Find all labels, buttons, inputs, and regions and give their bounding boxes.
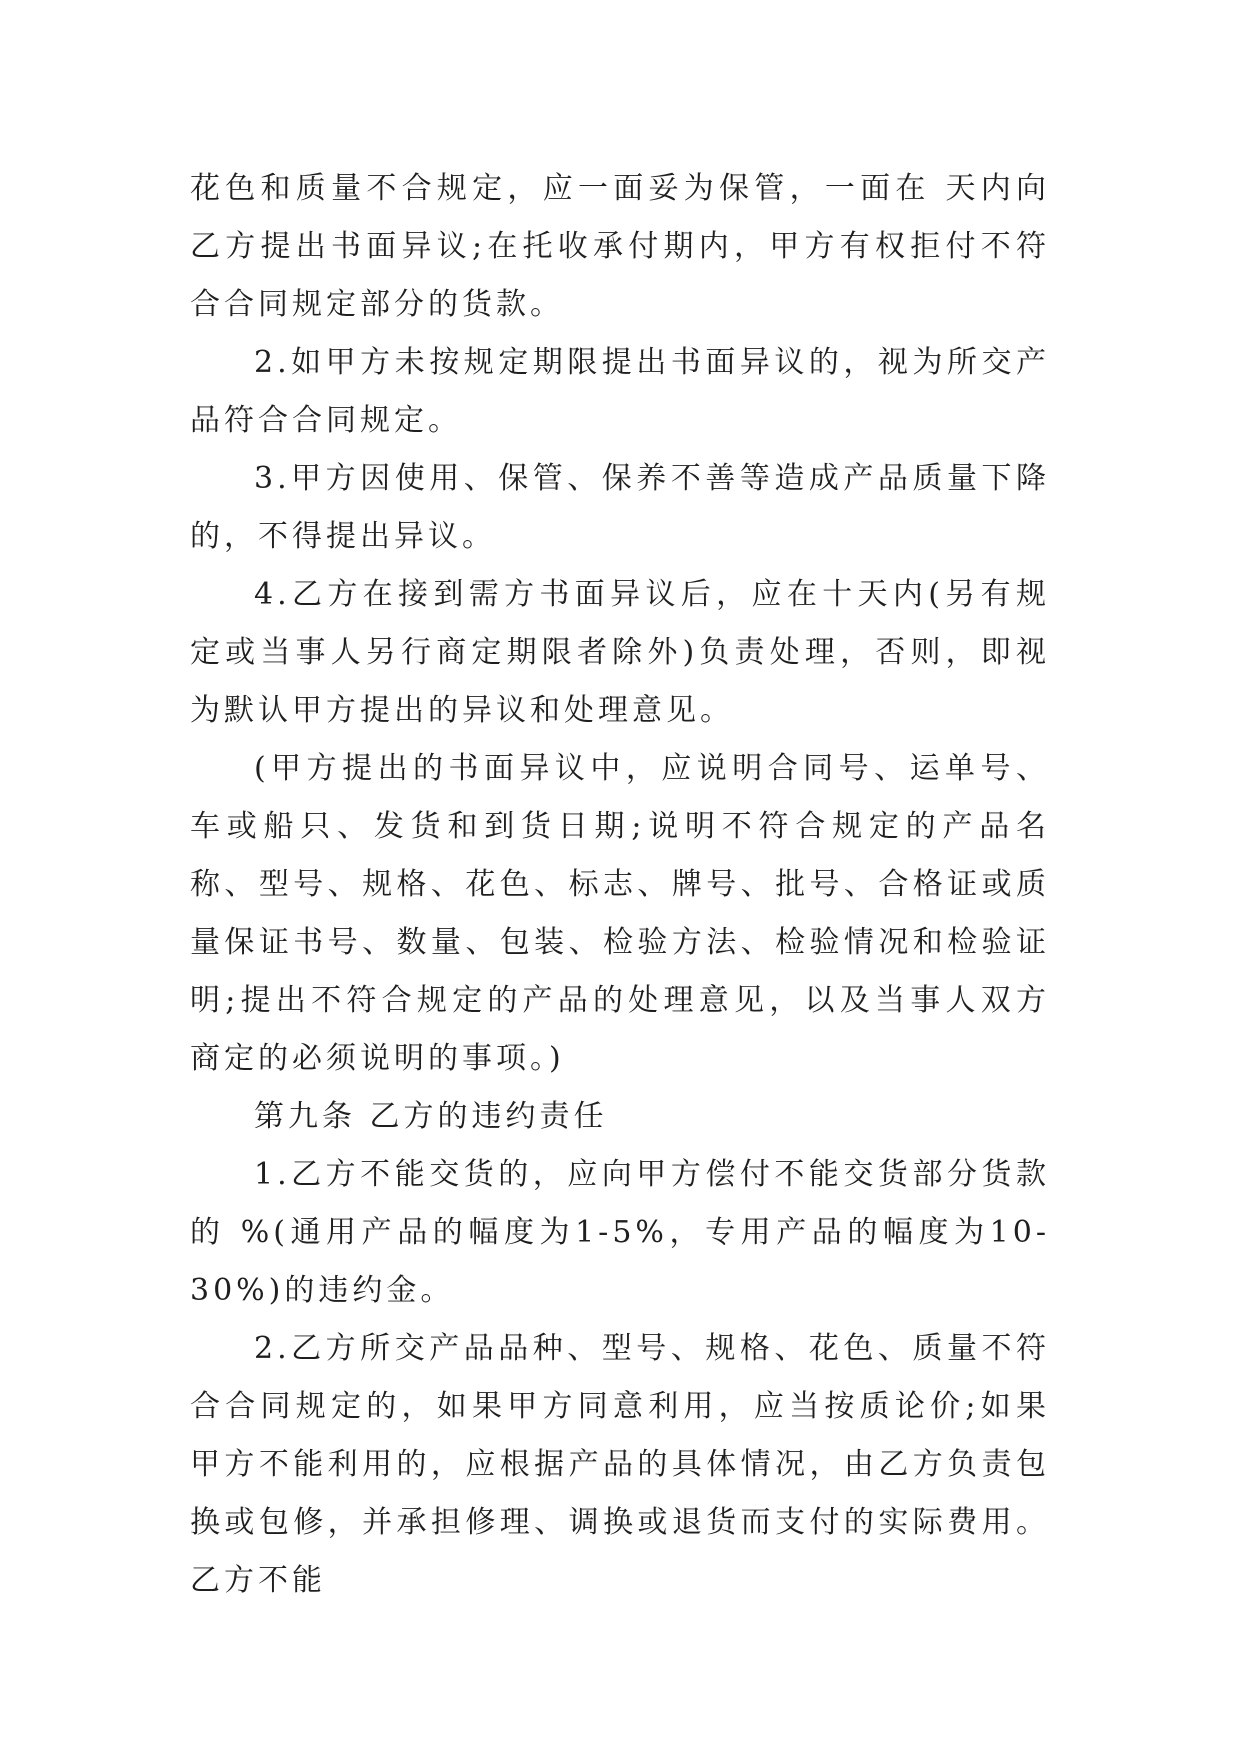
- paragraph-item-3: 3.甲方因使用、保管、保养不善等造成产品质量下降的，不得提出异议。: [190, 461, 1050, 554]
- paragraph-continuation: 花色和质量不合规定，应一面妥为保管，一面在 天内向乙方提出书面异议;在托收承付期内，甲方有权拒付不符合合同规定部分的货款。: [190, 171, 1050, 322]
- paragraph-item-4: 4.乙方在接到需方书面异议后，应在十天内(另有规定或当事人另行商定期限者除外)负责处理，否则，即视为默认甲方提出的异议和处理意见。: [190, 577, 1050, 728]
- paragraph-item-2: 2.如甲方未按规定期限提出书面异议的，视为所交产品符合合同规定。: [190, 345, 1050, 438]
- paragraph-note: (甲方提出的书面异议中，应说明合同号、运单号、车或船只、发货和到货日期;说明不符合规定的产品名称、型号、规格、花色、标志、牌号、批号、合格证或质量保证书号、数量、包装、检验方法、检验情况和检验证明;提出不符合规定的产品的处理意见，以及当事人双方商定的必须说明的事项。): [190, 751, 1050, 1076]
- paragraph-article9-item-2: 2.乙方所交产品品种、型号、规格、花色、质量不符合合同规定的，如果甲方同意利用，应当按质论价;如果甲方不能利用的，应根据产品的具体情况，由乙方负责包换或包修，并承担修理、调换或退货而支付的实际费用。乙方不能: [190, 1331, 1050, 1598]
- document-body: [190, 160, 1050, 1610]
- article-heading: 第九条 乙方的违约责任: [254, 1099, 608, 1134]
- paragraph-article9-item-1: 1.乙方不能交货的，应向甲方偿付不能交货部分货款的 %(通用产品的幅度为1-5%，专用产品的幅度为10-30%)的违约金。: [190, 1157, 1050, 1308]
